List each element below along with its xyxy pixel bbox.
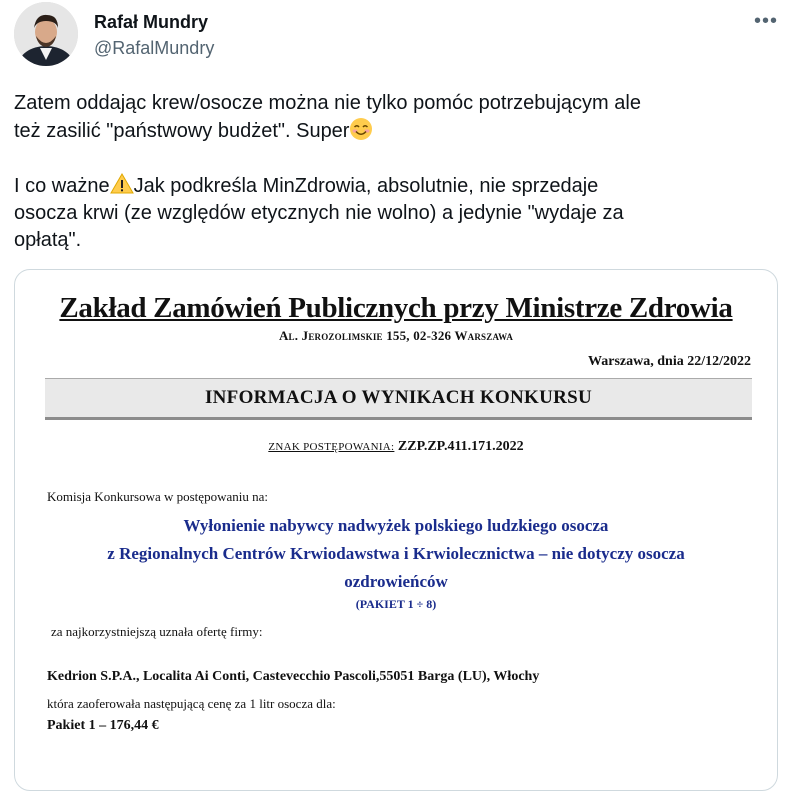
subject-line: z Regionalnych Centrów Krwiodawstwa i Krwiolecznictwa – nie dotyczy osocza bbox=[107, 544, 685, 563]
author-name[interactable]: Rafał Mundry bbox=[94, 12, 209, 32]
tweet-line: osocza krwi (ze względów etycznych nie wolno) a jedynie "wydaje za bbox=[14, 202, 624, 224]
document-offer-text: która zaoferowała następującą cenę za 1 litr osocza dla: bbox=[47, 696, 336, 711]
document-reference bbox=[15, 439, 777, 455]
attached-image[interactable] bbox=[14, 269, 778, 791]
avatar-photo bbox=[14, 2, 78, 66]
tweet-line: też zasilić "państwowy budżet". Super bbox=[14, 120, 350, 142]
smiling-face-emoji bbox=[349, 117, 373, 141]
warning-emoji bbox=[110, 172, 134, 196]
document-heading-bar bbox=[45, 378, 752, 420]
avatar[interactable] bbox=[14, 2, 78, 66]
tweet-line: Zatem oddając krew/osocze można nie tylko pomóc potrzebującym ale bbox=[14, 92, 641, 114]
document-subject bbox=[15, 512, 777, 596]
tweet-header bbox=[14, 2, 786, 72]
tweet-paragraph-2 bbox=[14, 172, 774, 254]
document-company: Kedrion S.P.A., Localita Ai Conti, Castevecchio Pascoli,55051 Barga (LU), Włochy bbox=[47, 669, 540, 684]
tweet-text bbox=[14, 90, 774, 281]
subject-line: Wyłonienie nabywcy nadwyżek polskiego ludzkiego osocza bbox=[183, 516, 609, 535]
document-date: Warszawa, dnia 22/12/2022 bbox=[588, 354, 751, 369]
document-heading: INFORMACJA O WYNIKACH KONKURSU bbox=[204, 387, 593, 408]
reference-value: ZZP.ZP.411.171.2022 bbox=[397, 439, 524, 454]
more-options-icon[interactable]: ••• bbox=[753, 10, 778, 32]
reference-label: ZNAK POSTĘPOWANIA: bbox=[268, 441, 395, 453]
tweet-line: I co ważne bbox=[14, 175, 110, 197]
document-title: Zakład Zamówień Publicznych przy Ministrze Zdrowia bbox=[59, 292, 733, 324]
document-address: Al. Jerozolimskie 155, 02-326 Warszawa bbox=[278, 328, 514, 343]
subject-line: ozdrowieńców bbox=[344, 572, 448, 591]
tweet-line: opłatą". bbox=[14, 229, 82, 251]
document-pakiet-1: Pakiet 1 – 176,44 € bbox=[47, 718, 159, 733]
tweet-line: Jak podkreśla MinZdrowia, absolutnie, nie sprzedaje bbox=[133, 175, 599, 197]
document-best-offer: za najkorzystniejszą uznała ofertę firmy: bbox=[51, 624, 263, 639]
document-intro: Komisja Konkursowa w postępowaniu na: bbox=[47, 489, 268, 504]
document-packets: (PAKIET 1 ÷ 8) bbox=[355, 597, 437, 611]
author-handle[interactable]: @RafalMundry bbox=[94, 38, 215, 58]
tweet-paragraph-1 bbox=[14, 90, 774, 145]
